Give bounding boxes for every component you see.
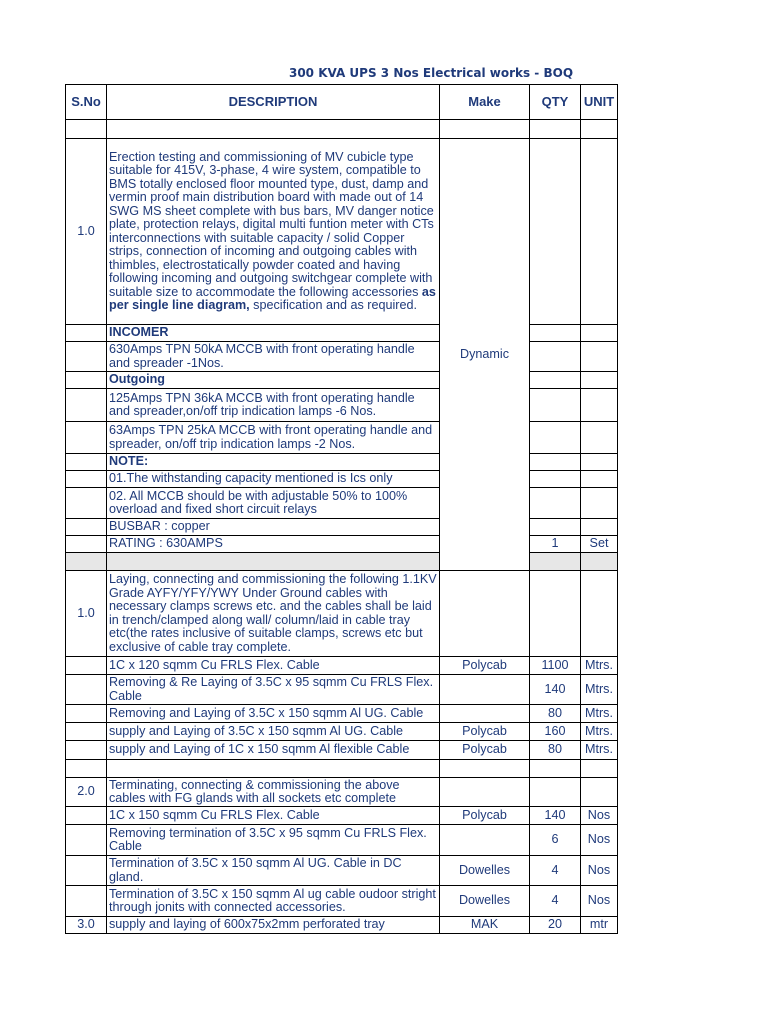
note-item: 01.The withstanding capacity mentioned is Ics only [107, 471, 440, 488]
unit-cell: Mtrs. [581, 675, 618, 705]
incomer-heading: INCOMER [107, 325, 440, 342]
sno-cell: 1.0 [66, 139, 107, 325]
table-row [66, 807, 618, 825]
table-row [66, 741, 618, 760]
make-cell: Dowelles [440, 856, 530, 886]
table-row [66, 519, 618, 536]
spacer-row [66, 760, 618, 778]
incomer-item: 630Amps TPN 50kA MCCB with front operating handle and spreader -1Nos. [107, 342, 440, 372]
sno-cell: 2.0 [66, 778, 107, 807]
table-row [66, 825, 618, 856]
header-unit: UNIT [581, 85, 618, 120]
table-row [66, 422, 618, 454]
unit-cell: Mtrs. [581, 705, 618, 723]
qty-cell: 1100 [530, 657, 581, 675]
table-row [66, 536, 618, 553]
item-description: Termination of 3.5C x 150 sqmm Al ug cable oudoor stright through jonits with connected accessories. [107, 886, 440, 917]
qty-cell: 4 [530, 886, 581, 917]
make-cell: Dowelles [440, 886, 530, 917]
spacer-row [66, 120, 618, 139]
table-row [66, 886, 618, 917]
table-row [66, 471, 618, 488]
outgoing-item: 125Amps TPN 36kA MCCB with front operating handle and spreader,on/off trip indication lamps -6 Nos. [107, 389, 440, 422]
item-description: Removing termination of 3.5C x 95 sqmm Cu FRLS Flex. Cable [107, 825, 440, 856]
make-cell: Polycab [440, 807, 530, 825]
unit-cell: Nos [581, 825, 618, 856]
table-row [66, 488, 618, 519]
table-row [66, 389, 618, 422]
note-item: 02. All MCCB should be with adjustable 50% to 100% overload and fixed short circuit relays [107, 488, 440, 519]
item-description: supply and Laying of 3.5C x 150 sqmm Al UG. Cable [107, 723, 440, 741]
table-row [66, 675, 618, 705]
qty-cell: 4 [530, 856, 581, 886]
make-cell [440, 705, 530, 723]
item-description: Removing & Re Laying of 3.5C x 95 sqmm Cu FRLS Flex. Cable [107, 675, 440, 705]
boq-table [65, 84, 618, 934]
rating-text: RATING : 630AMPS [107, 536, 440, 553]
item-description: Termination of 3.5C x 150 sqmm Al UG. Cable in DC gland. [107, 856, 440, 886]
qty-cell: 1 [530, 536, 581, 553]
busbar-text: BUSBAR : copper [107, 519, 440, 536]
main-description: Erection testing and commissioning of MV cubicle type suitable for 415V, 3-phase, 4 wire system, compatible to BMS totally enclosed floor mounted type, dust, damp and vermin proof main distribution board with made out of 14 SWG MS sheet complete with bus bars, MV danger notice plate, protection relays, digital multi funtion meter with CTs interconnections with suitable capacity / solid Copper strips, connection of incoming and outgoing cables with thimbles, electrostatically powder coated and having following incoming and outgoing switchgear complete with suitable size to accommodate the following accessories as per single line diagram, specification and as required. [107, 139, 440, 325]
section-description: Terminating, connecting & commissioning the above cables with FG glands with all sockets etc complete [107, 778, 440, 807]
header-make: Make [440, 85, 530, 120]
header-row [66, 85, 618, 120]
sno-cell: 1.0 [66, 571, 107, 657]
qty-cell: 6 [530, 825, 581, 856]
make-cell [440, 675, 530, 705]
unit-cell: Mtrs. [581, 723, 618, 741]
table-row [66, 657, 618, 675]
unit-cell: Nos [581, 856, 618, 886]
header-qty: QTY [530, 85, 581, 120]
item-description: 1C x 120 sqmm Cu FRLS Flex. Cable [107, 657, 440, 675]
outgoing-item: 63Amps TPN 25kA MCCB with front operating handle and spreader, on/off trip indication lamps -2 Nos. [107, 422, 440, 454]
qty-cell: 160 [530, 723, 581, 741]
make-cell [440, 825, 530, 856]
unit-cell: Set [581, 536, 618, 553]
table-row [66, 325, 618, 342]
table-row [66, 723, 618, 741]
header-description: DESCRIPTION [107, 85, 440, 120]
qty-cell: 80 [530, 741, 581, 760]
item-description: 1C x 150 sqmm Cu FRLS Flex. Cable [107, 807, 440, 825]
unit-cell: Mtrs. [581, 741, 618, 760]
make-cell: Dynamic [440, 139, 530, 571]
qty-cell: 140 [530, 807, 581, 825]
item-description: supply and Laying of 1C x 150 sqmm Al flexible Cable [107, 741, 440, 760]
item-description: Removing and Laying of 3.5C x 150 sqmm Al UG. Cable [107, 705, 440, 723]
table-row [66, 342, 618, 372]
make-cell: Polycab [440, 741, 530, 760]
qty-cell: 20 [530, 917, 581, 934]
table-row [66, 705, 618, 723]
unit-cell: Mtrs. [581, 657, 618, 675]
header-sno: S.No [66, 85, 107, 120]
table-row [66, 372, 618, 389]
bold-phrase: as per single line diagram, [109, 284, 436, 312]
make-cell: Polycab [440, 657, 530, 675]
qty-cell: 140 [530, 675, 581, 705]
sno-cell: 3.0 [66, 917, 107, 934]
section-description: Laying, connecting and commissioning the following 1.1KV Grade AYFY/YFY/YWY Under Ground cables with necessary clamps screws etc. and the cables shall be laid in trench/clamped along wall/ column/laid in cable tray etc(the rates inclusive of suitable clamps, screws etc but exclusive of cable tray complete. [107, 571, 440, 657]
unit-cell: mtr [581, 917, 618, 934]
outgoing-heading: Outgoing [107, 372, 440, 389]
make-cell: MAK [440, 917, 530, 934]
unit-cell: Nos [581, 886, 618, 917]
table-row [66, 139, 618, 325]
item-description: supply and laying of 600x75x2mm perforated tray [107, 917, 440, 934]
table-row [66, 571, 618, 657]
qty-cell: 80 [530, 705, 581, 723]
unit-cell: Nos [581, 807, 618, 825]
spacer-row [66, 553, 618, 571]
table-row [66, 856, 618, 886]
table-row [66, 778, 618, 807]
note-heading: NOTE: [107, 454, 440, 471]
page-title: 300 KVA UPS 3 Nos Electrical works - BOQ [288, 66, 574, 80]
table-row [66, 917, 618, 934]
table-row [66, 454, 618, 471]
make-cell: Polycab [440, 723, 530, 741]
